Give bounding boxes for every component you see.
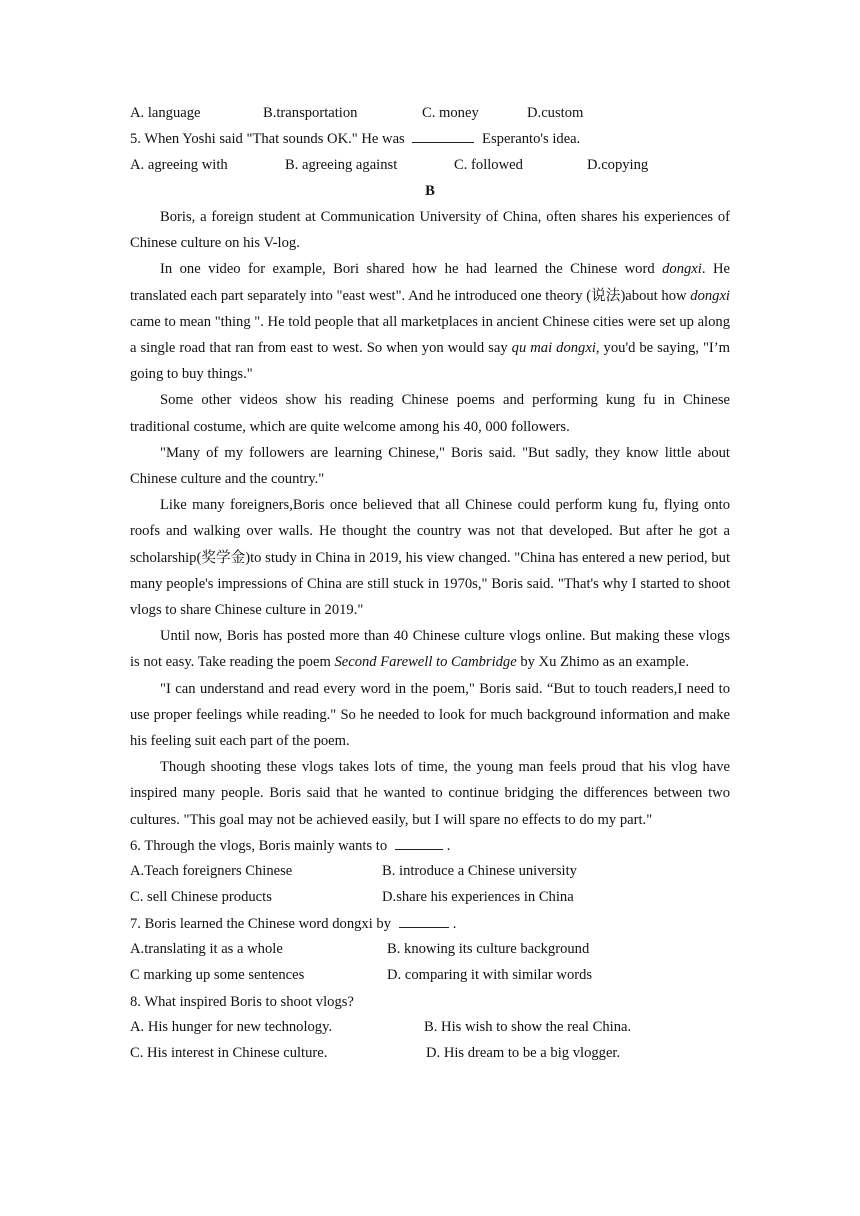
option-a: A. His hunger for new technology. [130,1019,333,1036]
question-6-text: 6. Through the vlogs, Boris mainly wants to [130,837,388,854]
question-7-options-row2 [130,963,730,989]
passage-paragraph: Until now, Boris has posted more than 40 Chinese culture vlogs online. But making these vlogs is not easy. Take reading the poem Second Farewell to Cambridge by Xu Zhimo as an example. [130,628,730,671]
question-7-text: 7. Boris learned the Chinese word dongxi by [130,915,392,932]
option-a: A.Teach foreigners Chinese [130,863,293,880]
answer-blank [412,127,474,143]
option-b: B. His wish to show the real China. [424,1019,632,1036]
option-c: C. followed [454,156,523,173]
option-c: C. money [422,104,479,121]
question-8-options-row1 [130,1015,730,1041]
option-c: C. His interest in Chinese culture. [130,1045,328,1062]
passage-paragraph: "Many of my followers are learning Chinese," Boris said. "But sadly, they know little about Chinese culture and the country." [130,444,730,488]
option-a: A. language [130,104,201,121]
option-d: D. comparing it with similar words [387,967,593,984]
section-heading: B [425,183,435,199]
answer-blank [399,912,449,928]
question-7-options-row1 [130,937,730,963]
option-d: D.copying [587,156,649,173]
option-d: D.share his experiences in China [382,889,574,906]
option-c: C. sell Chinese products [130,889,272,906]
option-b: B. introduce a Chinese university [382,863,577,880]
question-8-stem: 8. What inspired Boris to shoot vlogs? [130,993,354,1010]
passage-paragraph: Though shooting these vlogs takes lots of time, the young man feels proud that his vlog have inspired many people. Boris said that he wanted to continue bridging the differences between two cultures. "This goal may not be achieved easily, but I will spare no effects to do my part." [130,759,730,828]
question-5-text: 5. When Yoshi said "That sounds OK." He was [130,131,405,147]
passage-paragraph: Boris, a foreign student at Communication University of China, often shares his experiences of Chinese culture on his V-log. [130,209,730,252]
question-5-text-end: Esperanto's idea. [482,131,581,147]
option-b: B. agreeing against [285,156,398,173]
option-b: B.transportation [263,104,358,121]
question-6-options-row1 [130,859,730,885]
option-a: A. agreeing with [130,156,228,173]
option-c: C marking up some sentences [130,967,305,984]
passage-paragraph: Like many foreigners,Boris once believed that all Chinese could perform kung fu, flying onto roofs and walking over walls. He thought the country was not that developed. But after he got a scholarship(奖学金)to study in China in 2019, his view changed. "China has entered a new period, but many people's impressions of China are still stuck in 1970s," Boris said. "That's why I started to shoot vlogs to share Chinese culture in 2019." [130,497,730,619]
option-d: D.custom [527,104,584,121]
option-b: B. knowing its culture background [387,941,590,958]
question-6-stem: 6. Through the vlogs, Boris mainly wants to . [130,833,730,859]
option-a: A.translating it as a whole [130,941,283,958]
question-6-options-row2 [130,885,730,911]
question-5-options [130,152,730,178]
answer-blank [395,834,443,850]
question-5-stem [130,126,730,152]
question-8-options-row2 [130,1041,730,1067]
document-page [130,100,730,1067]
passage-paragraph: Some other videos show his reading Chinese poems and performing kung fu in Chinese traditional costume, which are quite welcome among his 40, 000 followers. [130,392,730,435]
passage-paragraph: In one video for example, Bori shared how he had learned the Chinese word dongxi. He translated each part separately into "east west". And he introduced one theory (说法)about how dongxi came to mean "thing ". He told people that all marketplaces in ancient Chinese cities were set up along a single road that ran from east to west. So when yon would say qu mai dongxi, you'd be saying, "I’m going to buy things." [130,261,730,383]
passage-paragraph: "I can understand and read every word in the poem," Boris said. “But to touch readers,I need to use proper feelings while reading." So he needed to look for much background information and make his feeling suit each part of the poem. [130,680,730,750]
question-7-stem: 7. Boris learned the Chinese word dongxi by . [130,911,730,937]
option-d: D. His dream to be a big vlogger. [426,1045,621,1062]
question-4-options [130,100,730,126]
